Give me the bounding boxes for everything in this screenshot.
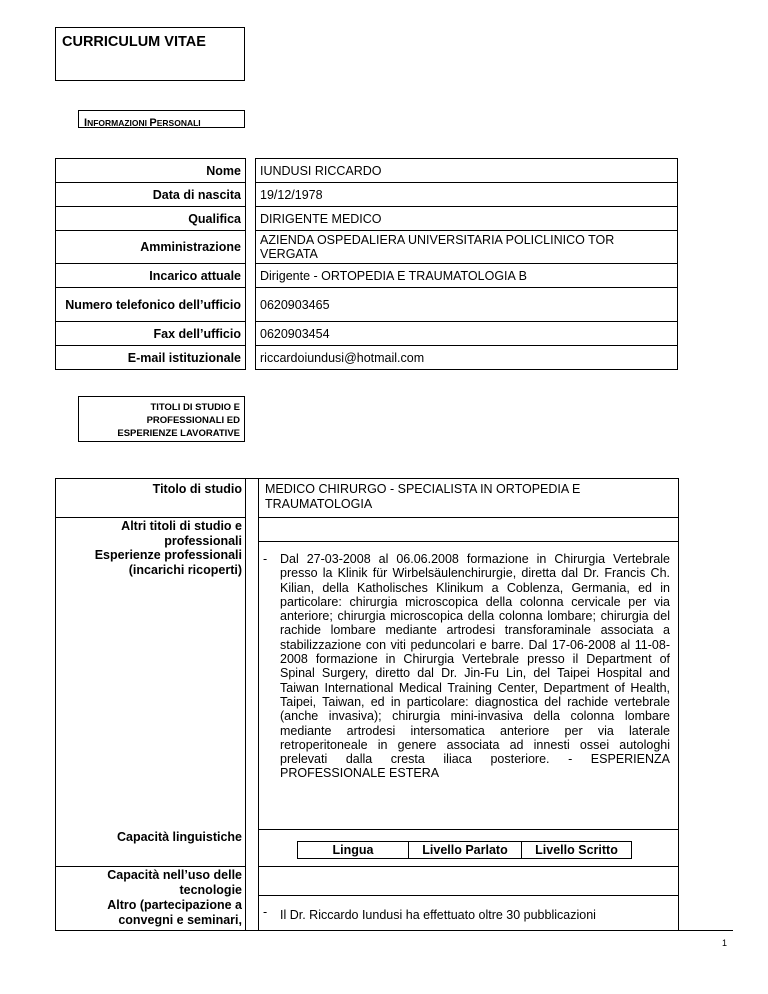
titolo-studio-label: Titolo di studio [152, 482, 242, 496]
personal-label: Fax dell’ufficio [56, 322, 246, 346]
personal-value: DIRIGENTE MEDICO [256, 207, 678, 231]
cv-title: CURRICULUM VITAE [62, 34, 206, 50]
lingue-table [297, 841, 632, 859]
personal-label: E-mail istituzionale [56, 346, 246, 370]
personal-value: AZIENDA OSPEDALIERA UNIVERSITARIA POLICLINICO TOR VERGATA [256, 231, 678, 264]
altro-dash: - [263, 905, 268, 919]
section-titles-heading [78, 396, 245, 442]
page-number: 1 [722, 938, 728, 948]
esperienze-label: Esperienze professionali (incarichi ricoperti) [94, 548, 242, 577]
section-personal-heading: INFORMAZIONI PERSONALI [78, 110, 245, 128]
altro-value: Il Dr. Riccardo Iundusi ha effettuato oltre 30 pubblicazioni [280, 908, 596, 922]
lingue-label: Capacità linguistiche [116, 830, 242, 844]
personal-label: Qualifica [56, 207, 246, 231]
section-titles-line3: ESPERIENZE LAVORATIVE [117, 428, 240, 439]
esperienze-value: Dal 27-03-2008 al 06.06.2008 formazione in Chirurgia Vertebrale presso la Klinik für Wirbelsäulenchirurgie, diretta dal Dr. Francis Ch. Kilian, della Katholisches Klinikum a Coblenza, Germania, ed in particolare: chirurgia microscopica della colonna cervicale per via anteriore; chirurgia microscopica della colonna lombare; chirurgia del rachide lombare mediante artrodesi transforaminale associata a stabilizzazione con viti peduncolari e barre. Dal 17-06-2008 al 11-08-2008 formazione in Chirurgia Vertebrale presso il Department of Spinal Surgery, diretto dal Dr. Jin-Fu Lin, del Taipei Hospital and Taiwan International Medical Training Center, Department of Health, Taipei, Taiwan, ed in particolare: diagnostica del rachide vertebrale (anche invasiva); chirurgia mini-invasiva della colonna lombare mediante artrodesi intersomatica anteriore per via laterale retroperitoneale in genere associata ad innesti ossei autologhi prelevati dalla cresta iliaca posteriore. - ESPERIENZA PROFESSIONALE ESTERA [280, 552, 670, 781]
altri-titoli-label: Altri titoli di studio e professionali [121, 519, 242, 548]
section-titles-line2: PROFESSIONALI ED [146, 415, 240, 426]
personal-label: Data di nascita [56, 183, 246, 207]
personal-row [56, 288, 678, 322]
personal-row [56, 183, 678, 207]
personal-row [56, 231, 678, 264]
personal-row [56, 264, 678, 288]
titolo-studio-value: MEDICO CHIRURGO - SPECIALISTA IN ORTOPEDIA E TRAUMATOLOGIA [265, 482, 581, 511]
personal-value: 0620903465 [256, 288, 678, 322]
personal-value: IUNDUSI RICCARDO [256, 159, 678, 183]
personal-label: Amministrazione [56, 231, 246, 264]
altro-label: Altro (partecipazione a convegni e seminari, [107, 898, 242, 927]
personal-label: Incarico attuale [56, 264, 246, 288]
section-titles-line1: TITOLI DI STUDIO E [150, 402, 240, 413]
lingue-header-parlato: Livello Parlato [409, 842, 522, 859]
personal-value: 19/12/1978 [256, 183, 678, 207]
personal-row [56, 322, 678, 346]
personal-value: Dirigente - ORTOPEDIA E TRAUMATOLOGIA B [256, 264, 678, 288]
personal-row [56, 159, 678, 183]
cv-title-box [55, 27, 245, 81]
lingue-header-scritto: Livello Scritto [522, 842, 632, 859]
personal-value: 0620903454 [256, 322, 678, 346]
personal-value: riccardoiundusi@hotmail.com [256, 346, 678, 370]
personal-row [56, 346, 678, 370]
tecnologie-label: Capacità nell’uso delle tecnologie [107, 868, 242, 897]
personal-info-table [55, 158, 678, 370]
lingue-header-lingua: Lingua [298, 842, 409, 859]
personal-label: Nome [56, 159, 246, 183]
esperienze-dash: - [263, 552, 268, 566]
personal-label: Numero telefonico dell’ufficio [56, 288, 246, 322]
personal-row [56, 207, 678, 231]
